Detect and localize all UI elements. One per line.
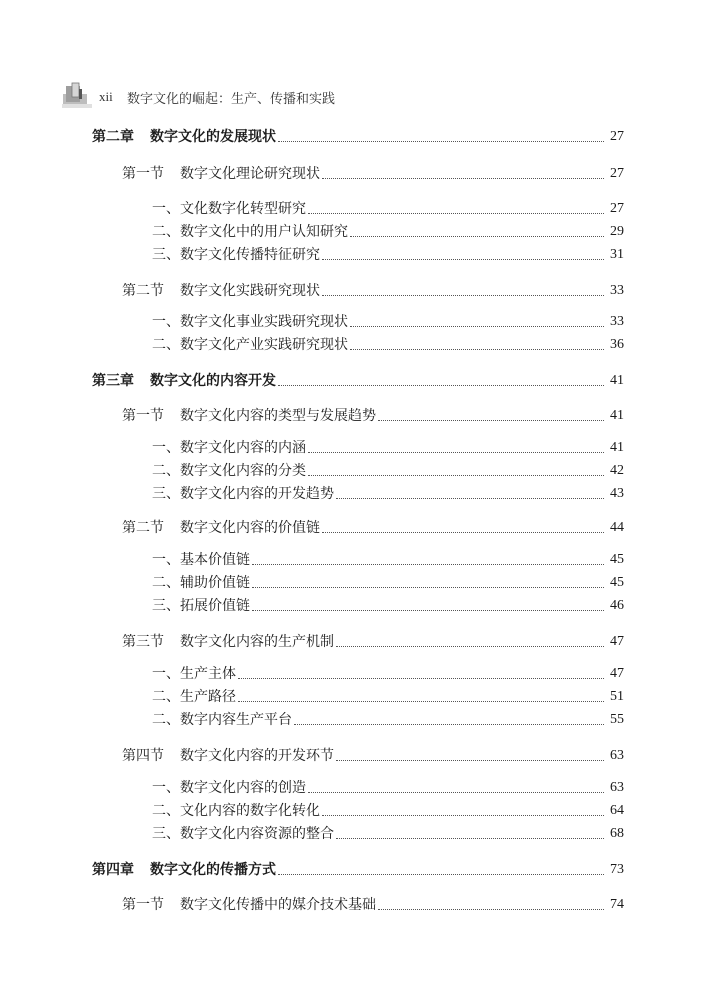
toc-entry-label xyxy=(152,221,348,243)
toc-entry-section xyxy=(0,745,715,767)
toc-dot-leader xyxy=(278,385,604,386)
toc-entry-number: 第一节 xyxy=(122,408,164,424)
toc-entry-title: 数字文化传播中的媒介技术基础 xyxy=(180,897,376,913)
toc-entry-page: 64 xyxy=(610,803,624,818)
toc-dot-leader xyxy=(322,295,604,296)
toc-entry-title: 数字文化内容的开发趋势 xyxy=(180,486,334,502)
toc-entry-title: 辅助价值链 xyxy=(180,575,250,591)
toc-entry-label xyxy=(152,437,306,459)
toc-entry-chapter xyxy=(0,859,715,881)
toc-entry-page: 44 xyxy=(610,520,624,535)
toc-entry-title: 数字文化的传播方式 xyxy=(150,862,276,878)
toc-entry-label xyxy=(152,663,236,685)
toc-entry-title: 数字文化内容资源的整合 xyxy=(180,826,334,842)
toc-entry-label xyxy=(152,311,348,333)
toc-entry-item xyxy=(0,437,715,459)
toc-entry-item xyxy=(0,244,715,266)
toc-dot-leader xyxy=(308,452,604,453)
toc-entry-title: 生产路径 xyxy=(180,689,236,705)
toc-entry-item xyxy=(0,549,715,571)
toc-dot-leader xyxy=(278,141,604,142)
toc-entry-label xyxy=(122,894,376,916)
toc-entry-number: 三、 xyxy=(152,247,180,263)
toc-entry-title: 数字文化的内容开发 xyxy=(150,373,276,389)
toc-entry-item xyxy=(0,595,715,617)
toc-entry-label xyxy=(92,370,276,392)
toc-entry-title: 文化内容的数字化转化 xyxy=(180,803,320,819)
toc-entry-number: 二、 xyxy=(152,803,180,819)
toc-dot-leader xyxy=(336,838,604,839)
toc-entry-number: 第四节 xyxy=(122,748,164,764)
toc-entry-item xyxy=(0,311,715,333)
toc-dot-leader xyxy=(308,213,604,214)
toc-entry-title: 拓展价值链 xyxy=(180,598,250,614)
toc-entry-label xyxy=(152,595,250,617)
toc-dot-leader xyxy=(322,259,604,260)
toc-dot-leader xyxy=(378,420,604,421)
toc-entry-item xyxy=(0,221,715,243)
toc-entry-section xyxy=(0,631,715,653)
toc-entry-title: 数字文化传播特征研究 xyxy=(180,247,320,263)
toc-entry-label xyxy=(152,800,320,822)
toc-entry-label xyxy=(152,823,334,845)
toc-entry-page: 55 xyxy=(610,712,624,727)
toc-entry-page: 36 xyxy=(610,337,624,352)
toc-entry-number: 二、 xyxy=(152,337,180,353)
toc-entry-label xyxy=(92,859,276,881)
toc-entry-section xyxy=(0,894,715,916)
toc-entry-title: 文化数字化转型研究 xyxy=(180,201,306,217)
toc-entry-number: 一、 xyxy=(152,314,180,330)
toc-entry-title: 数字文化产业实践研究现状 xyxy=(180,337,348,353)
toc-entry-item xyxy=(0,800,715,822)
toc-entry-number: 第三节 xyxy=(122,634,164,650)
toc-dot-leader xyxy=(308,475,604,476)
toc-entry-title: 数字内容生产平台 xyxy=(180,712,292,728)
toc-entry-label xyxy=(152,709,292,731)
toc-dot-leader xyxy=(294,724,604,725)
toc-dot-leader xyxy=(336,646,604,647)
toc-entry-number: 第二节 xyxy=(122,283,164,299)
toc-dot-leader xyxy=(350,326,604,327)
toc-entry-item xyxy=(0,198,715,220)
toc-entry-title: 数字文化内容的开发环节 xyxy=(180,748,334,764)
toc-entry-number: 二、 xyxy=(152,712,180,728)
toc-dot-leader xyxy=(322,532,604,533)
toc-dot-leader xyxy=(322,178,604,179)
toc-entry-number: 第一节 xyxy=(122,897,164,913)
toc-entry-item xyxy=(0,823,715,845)
toc-entry-label xyxy=(92,126,276,148)
toc-entry-item xyxy=(0,483,715,505)
toc-entry-page: 27 xyxy=(610,166,624,181)
toc-entry-item xyxy=(0,709,715,731)
toc-entry-number: 三、 xyxy=(152,486,180,502)
toc-entry-page: 41 xyxy=(610,440,624,455)
toc-dot-leader xyxy=(252,564,604,565)
header-book-title: 数字文化的崛起：生产、传播和实践 xyxy=(127,92,336,107)
toc-entry-number: 三、 xyxy=(152,826,180,842)
toc-entry-section xyxy=(0,163,715,185)
toc-dot-leader xyxy=(350,236,604,237)
toc-dot-leader xyxy=(252,587,604,588)
toc-entry-number: 一、 xyxy=(152,780,180,796)
toc-dot-leader xyxy=(322,815,604,816)
toc-entry-page: 68 xyxy=(610,826,624,841)
toc-entry-label xyxy=(122,631,334,653)
toc-entry-title: 数字文化内容的类型与发展趋势 xyxy=(180,408,376,424)
toc-dot-leader xyxy=(278,874,604,875)
toc-entry-title: 数字文化内容的创造 xyxy=(180,780,306,796)
toc-entry-number: 第二章 xyxy=(92,129,134,145)
toc-entry-item xyxy=(0,572,715,594)
toc-entry-number: 第三章 xyxy=(92,373,134,389)
toc-entry-label xyxy=(122,517,320,539)
toc-entry-page: 63 xyxy=(610,780,624,795)
toc-entry-page: 27 xyxy=(610,129,624,144)
toc-entry-label xyxy=(152,483,334,505)
toc-entry-page: 74 xyxy=(610,897,624,912)
toc-entry-title: 数字文化内容的价值链 xyxy=(180,520,320,536)
toc-entry-number: 一、 xyxy=(152,201,180,217)
toc-entry-number: 一、 xyxy=(152,666,180,682)
toc-entry-page: 73 xyxy=(610,862,624,877)
toc-entry-label xyxy=(122,163,320,185)
header-page-number: xii xyxy=(99,89,113,104)
toc-entry-title: 数字文化事业实践研究现状 xyxy=(180,314,348,330)
toc-entry-label xyxy=(152,572,250,594)
toc-entry-number: 第一节 xyxy=(122,166,164,182)
toc-dot-leader xyxy=(252,610,604,611)
toc-dot-leader xyxy=(378,909,604,910)
toc-entry-section xyxy=(0,405,715,427)
toc-entry-title: 数字文化中的用户认知研究 xyxy=(180,224,348,240)
toc-entry-label xyxy=(122,405,376,427)
toc-entry-section xyxy=(0,517,715,539)
toc-entry-label xyxy=(122,280,320,302)
toc-entry-page: 41 xyxy=(610,408,624,423)
toc-entry-section xyxy=(0,280,715,302)
toc-entry-page: 33 xyxy=(610,283,624,298)
toc-entry-item xyxy=(0,686,715,708)
toc-entry-number: 二、 xyxy=(152,689,180,705)
toc-entry-label xyxy=(152,334,348,356)
toc-entry-number: 一、 xyxy=(152,552,180,568)
toc-entry-page: 42 xyxy=(610,463,624,478)
toc-dot-leader xyxy=(238,701,604,702)
toc-entry-item xyxy=(0,460,715,482)
toc-entry-item xyxy=(0,663,715,685)
toc-dot-leader xyxy=(350,349,604,350)
toc-entry-number: 二、 xyxy=(152,224,180,240)
toc-entry-item xyxy=(0,334,715,356)
toc-dot-leader xyxy=(238,678,604,679)
toc-entry-title: 数字文化内容的生产机制 xyxy=(180,634,334,650)
toc-entry-chapter xyxy=(0,370,715,392)
toc-entry-title: 数字文化实践研究现状 xyxy=(180,283,320,299)
toc-entry-number: 二、 xyxy=(152,463,180,479)
toc-entry-page: 63 xyxy=(610,748,624,763)
toc-entry-page: 43 xyxy=(610,486,624,501)
toc-entry-number: 一、 xyxy=(152,440,180,456)
toc-entry-page: 29 xyxy=(610,224,624,239)
toc-entry-label xyxy=(152,549,250,571)
toc-entry-page: 45 xyxy=(610,552,624,567)
toc-entry-page: 51 xyxy=(610,689,624,704)
toc-entry-number: 第四章 xyxy=(92,862,134,878)
toc-entry-number: 第二节 xyxy=(122,520,164,536)
toc-entry-label xyxy=(152,198,306,220)
toc-dot-leader xyxy=(336,760,604,761)
toc-entry-page: 33 xyxy=(610,314,624,329)
toc-entry-page: 41 xyxy=(610,373,624,388)
toc-entry-page: 45 xyxy=(610,575,624,590)
toc-entry-label xyxy=(122,745,334,767)
toc-dot-leader xyxy=(308,792,604,793)
toc-entry-title: 数字文化内容的分类 xyxy=(180,463,306,479)
toc-entry-label xyxy=(152,460,306,482)
toc-entry-page: 46 xyxy=(610,598,624,613)
toc-entry-page: 47 xyxy=(610,666,624,681)
toc-entry-label xyxy=(152,686,236,708)
toc-entry-page: 27 xyxy=(610,201,624,216)
toc-entry-item xyxy=(0,777,715,799)
toc-entry-number: 二、 xyxy=(152,575,180,591)
toc-entry-title: 生产主体 xyxy=(180,666,236,682)
toc-entry-label xyxy=(152,777,306,799)
toc-entry-number: 三、 xyxy=(152,598,180,614)
toc-entry-title: 数字文化的发展现状 xyxy=(150,129,276,145)
toc-entry-page: 31 xyxy=(610,247,624,262)
toc-dot-leader xyxy=(336,498,604,499)
toc-entry-title: 数字文化内容的内涵 xyxy=(180,440,306,456)
toc-entry-title: 数字文化理论研究现状 xyxy=(180,166,320,182)
toc-entry-page: 47 xyxy=(610,634,624,649)
toc-entry-title: 基本价值链 xyxy=(180,552,250,568)
toc-entry-label xyxy=(152,244,320,266)
toc-entry-chapter xyxy=(0,126,715,148)
